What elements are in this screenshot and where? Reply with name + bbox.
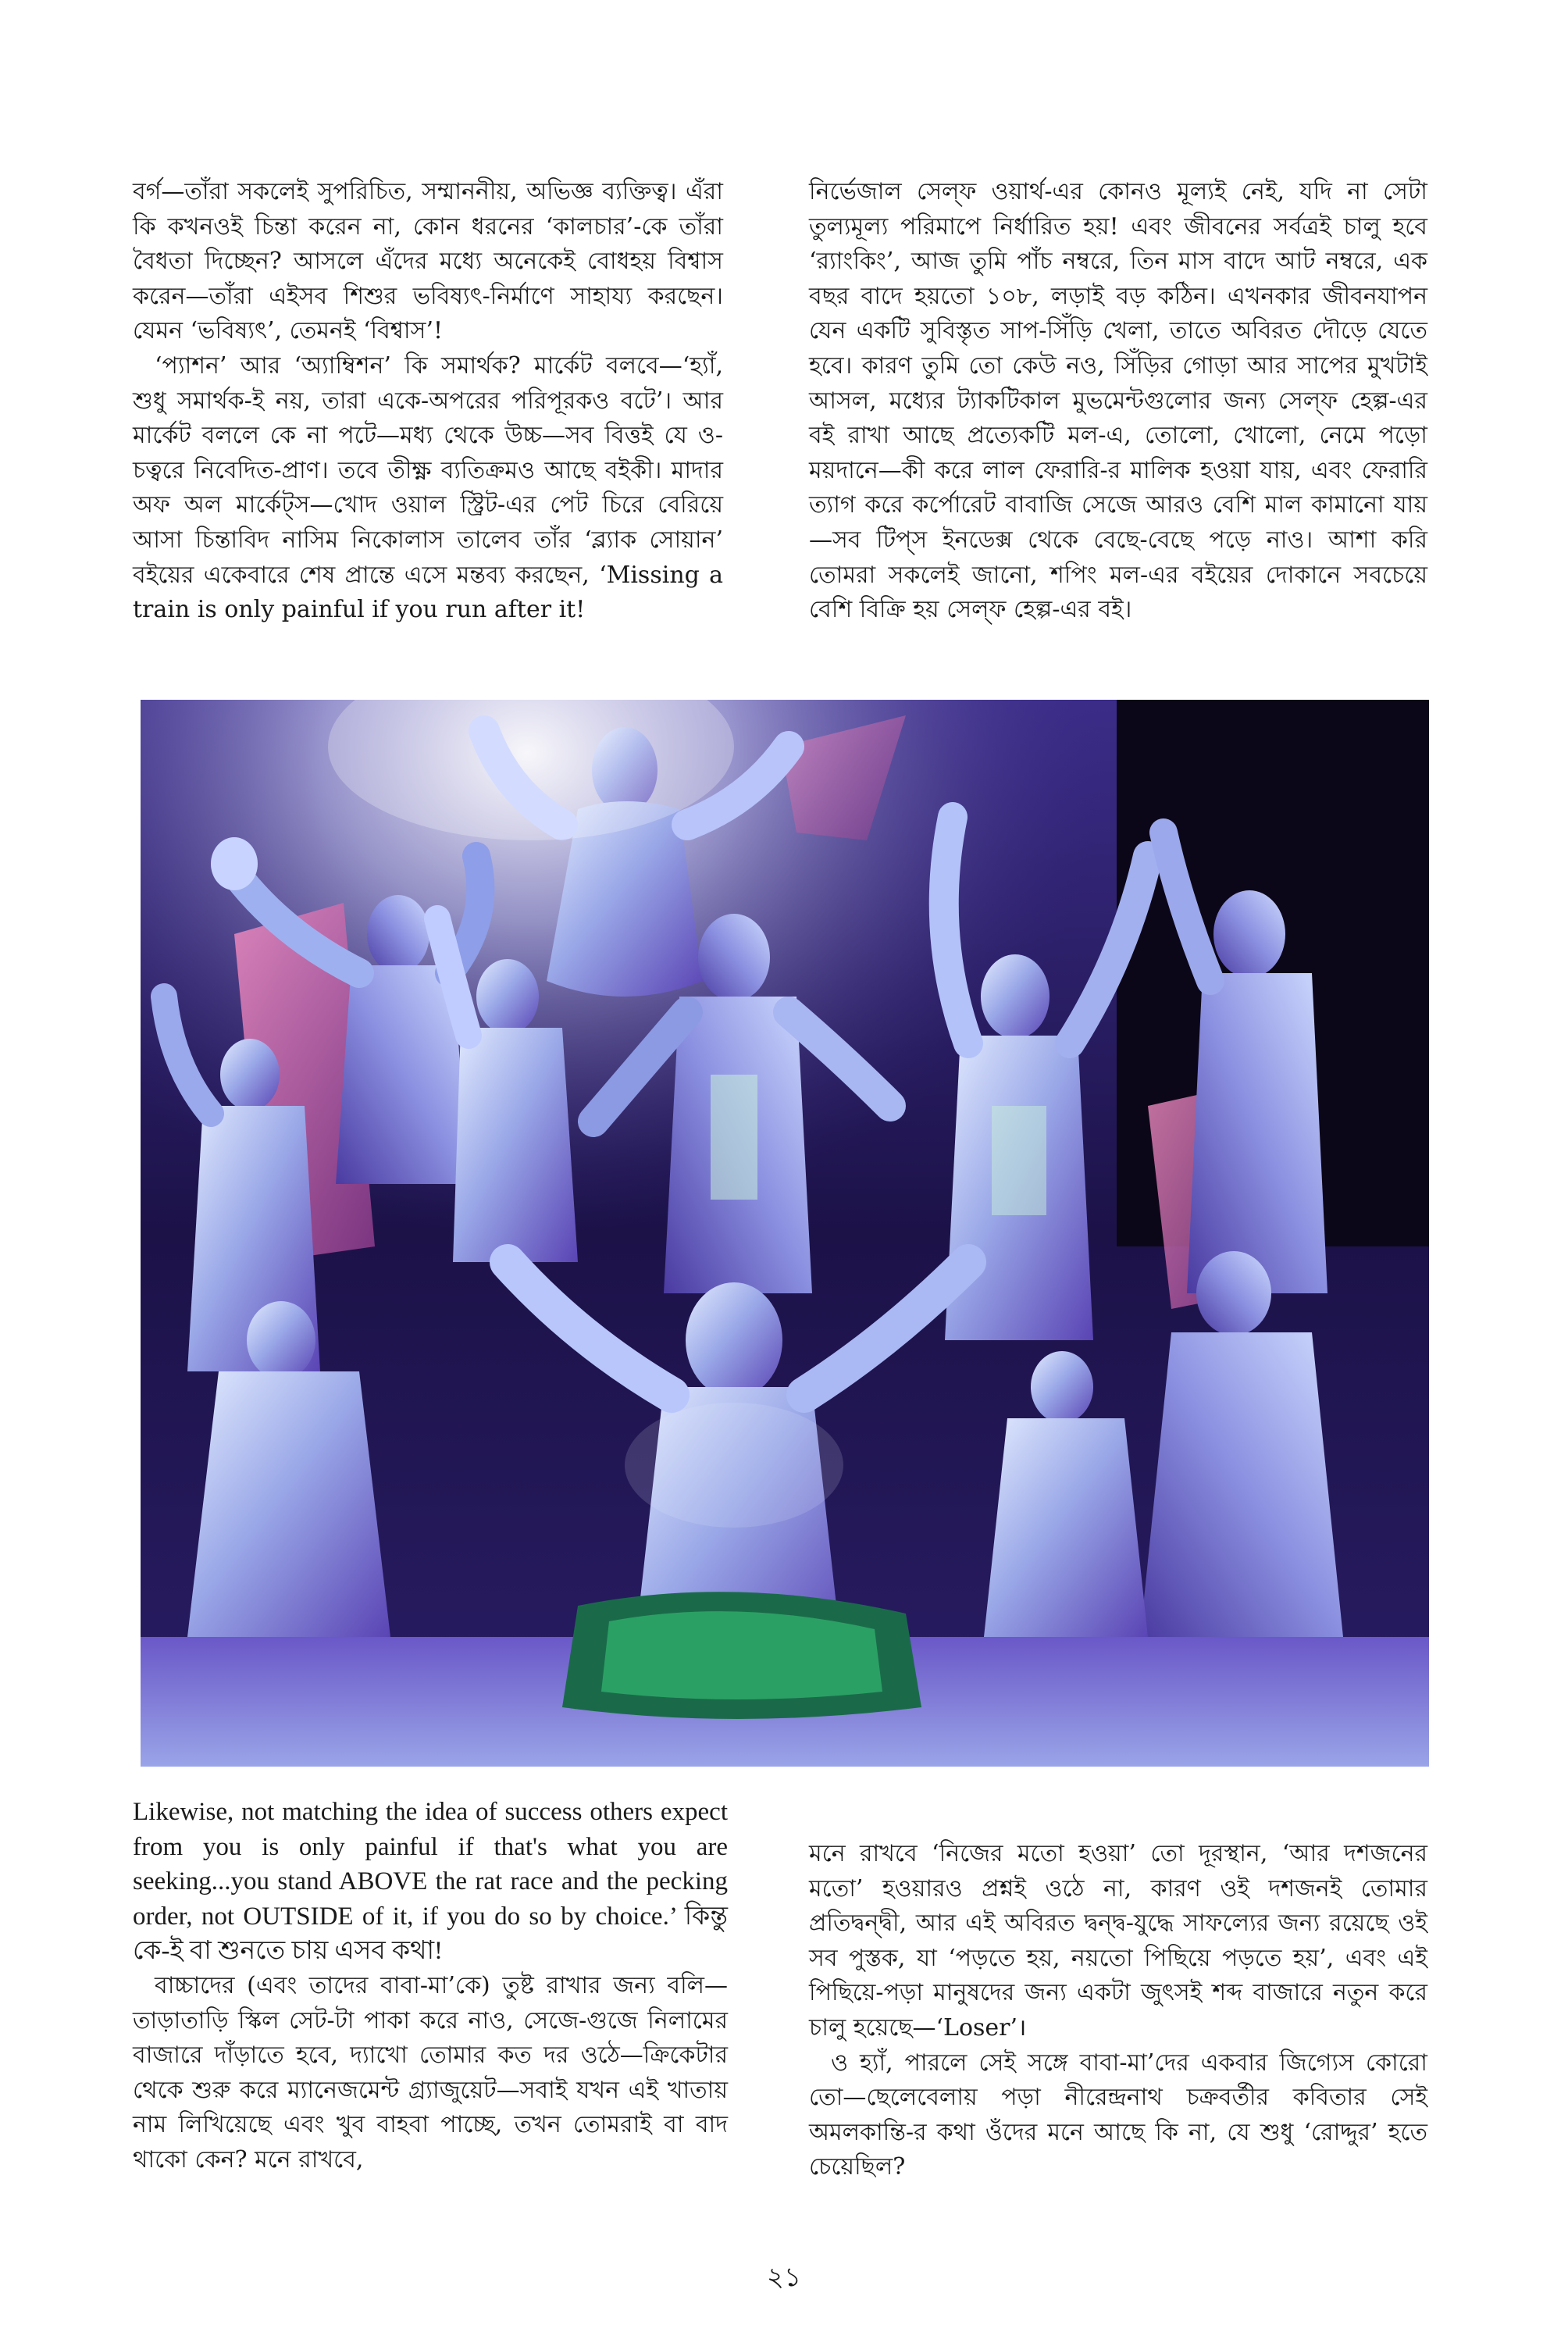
- column-bottom-left: [133, 1795, 728, 2178]
- paragraph: ‘প্যাশন’ আর ‘অ্যাম্বিশন’ কি সমার্থক? মার্কেট বলবে—‘হ্যাঁ, শুধু সমার্থক-ই নয়, তারা একে-অপরের পরিপূরকও বটে’। আর মার্কেট বললে কে না পটে—মধ্য থেকে উচ্চ—সব বিত্তই যে ও-চত্বরে নিবেদিত-প্রাণ। তবে তীক্ষ্ণ ব্যতিক্রমও আছে বইকী। মাদার অফ অল মার্কেট্‌স—খোদ ওয়াল স্ট্রিট-এর পেট চিরে বেরিয়ে আসা চিন্তাবিদ নাসিম নিকোলাস তালেব তাঁর ‘ব্ল্যাক সোয়ান’ বইয়ের একেবারে শেষ প্রান্তে এসে মন্তব্য করছেন, ‘Missing a train is only painful if you run after it!: [133, 351, 723, 624]
- performers-photo-illustration: [141, 700, 1429, 1767]
- column-bottom-right: [809, 1837, 1427, 2185]
- page-number: ২১: [766, 2262, 802, 2293]
- paragraph: Likewise, not matching the idea of success others expect from you is only painful if that's what you are seeking...you stand ABOVE the rat race and the pecking order, not OUTSIDE of it, if you do so by choice.’ কিন্তু কে-ই বা শুনতে চায় এসব কথা!: [133, 1798, 728, 1966]
- paragraph: নির্ভেজাল সেল্‌ফ ওয়ার্থ-এর কোনও মূল্যই নেই, যদি না সেটা তুল্যমূল্য পরিমাপে নির্ধারিত হয়! এবং জীবনের সর্বত্রই চালু হবে ‘র‍্যাংকিং’, আজ তুমি পাঁচ নম্বরে, তিন মাস বাদে আট নম্বরে, এক বছর বাদে হয়তো ১০৮, লড়াই বড় কঠিন। এখনকার জীবনযাপন যেন একটি সুবিস্তৃত সাপ-সিঁড়ি খেলা, তাতে অবিরত দৌড়ে যেতে হবে। কারণ তুমি তো কেউ নও, সিঁড়ির গোড়া আর সাপের মুখটাই আসল, মধ্যের ট্যাকটিকাল মুভমেন্টগুলোর জন্য সেল্‌ফ হেল্প-এর বই রাখা আছে প্রত্যেকটি মল-এ, তোলো, খোলো, নেমে পড়ো ময়দানে—কী করে লাল ফেরারি-র মালিক হওয়া যায়, এবং ফেরারি ত্যাগ করে কর্পোরেট বাবাজি সেজে আরও বেশি মাল কামানো যায়—সব টিপ্‌স ইনডেক্স থেকে বেছে-বেছে পড়ে নাও। আশা করি তোমরা সকলেই জানো, শপিং মল-এর বইয়ের দোকানে সবচেয়ে বেশি বিক্রি হয় সেল্‌ফ হেল্প-এর বই।: [809, 178, 1427, 624]
- paragraph: বর্গ—তাঁরা সকলেই সুপরিচিত, সম্মাননীয়, অভিজ্ঞ ব্যক্তিত্ব। এঁরা কি কখনওই চিন্তা করেন না, কোন ধরনের ‘কালচার’-কে তাঁরা বৈধতা দিচ্ছেন? আসলে এঁদের মধ্যে অনেকেই বোধহয় বিশ্বাস করেন—তাঁরা এইসব শিশুর ভবিষ্যৎ-নির্মাণে সাহায্য করছেন। যেমন ‘ভবিষ্যৎ’, তেমনই ‘বিশ্বাস’!: [133, 178, 723, 345]
- paragraph: ও হ্যাঁ, পারলে সেই সঙ্গে বাবা-মা’দের একবার জিগ্যেস কোরো তো—ছেলেবেলায় পড়া নীরেন্দ্রনাথ চক্রবর্তীর কবিতার সেই অমলকান্তি-র কথা ওঁদের মনে আছে কি না, যে শুধু ‘রোদ্দুর’ হতে চেয়েছিল?: [809, 2049, 1427, 2181]
- paragraph: বাচ্চাদের (এবং তাদের বাবা-মা’কে) তুষ্ট রাখার জন্য বলি—তাড়াতাড়ি স্কিল সেট-টা পাকা করে নাও, সেজে-গুজে নিলামের বাজারে দাঁড়াতে হবে, দ্যাখো তোমার কত দর ওঠে—ক্রিকেটার থেকে শুরু করে ম্যানেজমেন্ট গ্র্যাজুয়েট—সবাই যখন এই খাতায় নাম লিখিয়েছে এবং খুব বাহবা পাচ্ছে, তখন তোমরাই বা বাদ থাকো কেন? মনে রাখবে,: [133, 1971, 729, 2173]
- paragraph: মনে রাখবে ‘নিজের মতো হওয়া’ তো দূরস্থান, ‘আর দশজনের মতো’ হওয়ারও প্রশ্নই ওঠে না, কারণ ওই দশজনই তোমার প্রতিদ্বন্দ্বী, আর এই অবিরত দ্বন্দ্ব-যুদ্ধে সাফল্যের জন্য রয়েছে ওই সব পুস্তক, যা ‘পড়তে হয়, নয়তো পিছিয়ে পড়তে হয়’, এবং এই পিছিয়ে-পড়া মানুষদের জন্য একটা জুৎসই শব্দ বাজারে নতুন করে চালু হয়েছে—‘Loser’।: [809, 1840, 1427, 2042]
- performers-photo: [141, 700, 1429, 1767]
- column-top-left: [133, 175, 723, 628]
- column-top-right: [809, 175, 1427, 628]
